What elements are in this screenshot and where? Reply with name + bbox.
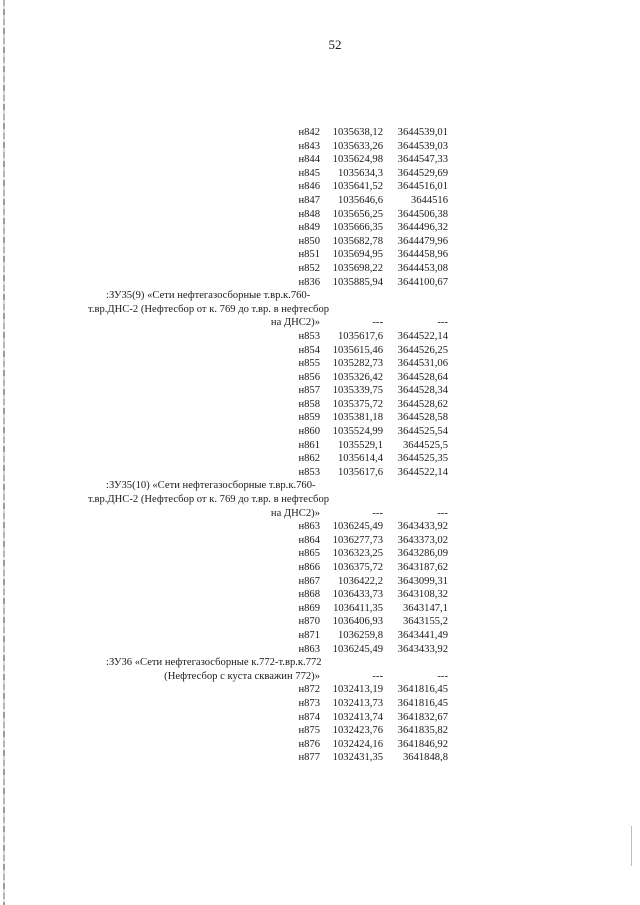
coordinate-row xyxy=(88,248,448,262)
y-coordinate: 3644100,67 xyxy=(397,276,448,288)
x-coordinate: 1036411,35 xyxy=(333,602,383,614)
y-coordinate: 3643373,02 xyxy=(397,534,448,546)
y-coordinate: 3644528,34 xyxy=(397,385,448,397)
y-coordinate: 3644525,5 xyxy=(402,439,448,451)
y-coordinate: 3641835,82 xyxy=(397,725,448,737)
y-coordinate: 3641848,8 xyxy=(402,752,448,764)
coordinate-row xyxy=(88,344,448,358)
y-coordinate: 3644453,08 xyxy=(397,262,448,274)
point-name: н872 xyxy=(298,684,320,696)
coordinate-row xyxy=(88,575,448,589)
point-name: н871 xyxy=(298,630,320,641)
rows-group-c xyxy=(88,520,448,656)
point-name: н856 xyxy=(298,371,320,383)
coordinate-row xyxy=(88,697,448,711)
coordinate-row xyxy=(88,371,448,385)
x-coordinate: 1036245,49 xyxy=(332,643,383,655)
point-name: н869 xyxy=(298,602,320,614)
section-y-dash: --- xyxy=(437,507,448,519)
x-coordinate: 1035694,95 xyxy=(332,249,383,261)
coordinate-row xyxy=(88,126,448,140)
coordinate-row xyxy=(88,140,448,154)
x-coordinate: 1036323,25 xyxy=(332,548,383,560)
point-name: н857 xyxy=(298,385,320,397)
y-coordinate: 3644528,64 xyxy=(397,371,448,383)
coordinate-row xyxy=(88,520,448,534)
section-heading-row xyxy=(88,656,448,683)
coordinate-row xyxy=(88,547,448,561)
y-coordinate: 3644539,03 xyxy=(397,140,448,152)
coordinate-row xyxy=(88,711,448,725)
coordinate-row xyxy=(88,208,448,222)
point-name: н863 xyxy=(298,643,320,655)
coordinate-row xyxy=(88,384,448,398)
x-coordinate: 1035524,99 xyxy=(332,426,383,438)
coordinate-row xyxy=(88,629,448,643)
point-name: н846 xyxy=(298,181,320,193)
y-coordinate: 3643433,92 xyxy=(397,521,448,533)
point-name: н836 xyxy=(298,276,320,288)
point-name: н862 xyxy=(298,453,320,465)
section-heading-line: :ЗУ35(9) «Сети нефтегазосборные т.вр.к.760- xyxy=(106,290,311,302)
point-name: н842 xyxy=(298,127,320,138)
coordinate-row xyxy=(88,180,448,194)
point-name: н867 xyxy=(298,575,320,587)
coordinate-row xyxy=(88,615,448,629)
x-coordinate: 1035617,6 xyxy=(337,330,383,342)
x-coordinate: 1036245,49 xyxy=(332,521,383,533)
x-coordinate: 1032413,73 xyxy=(332,697,383,709)
point-name: н844 xyxy=(298,154,320,166)
coordinate-row xyxy=(88,262,448,276)
x-coordinate: 1036406,93 xyxy=(332,616,383,628)
y-coordinate: 3643108,32 xyxy=(397,589,448,601)
scan-edge-right xyxy=(631,826,632,866)
point-name: н864 xyxy=(298,534,320,546)
x-coordinate: 1036375,72 xyxy=(332,562,383,574)
y-coordinate: 3644525,35 xyxy=(397,453,448,465)
section-heading-zu35-10 xyxy=(88,479,330,520)
x-coordinate: 1035656,25 xyxy=(332,208,383,220)
section-y-dash: --- xyxy=(437,317,448,329)
scan-edge-left xyxy=(3,0,5,905)
x-coordinate: 1035381,18 xyxy=(332,412,383,424)
x-coordinate: 1035615,46 xyxy=(332,344,383,356)
rows-group-b xyxy=(88,330,448,480)
section-heading-line: т.вр.ДНС-2 (Нефтесбор от к. 769 до т.вр. в нефтесбор xyxy=(88,494,330,506)
coordinate-row xyxy=(88,425,448,439)
y-coordinate: 3644479,96 xyxy=(397,235,448,247)
section-y-dash: --- xyxy=(437,670,448,682)
y-coordinate: 3644458,96 xyxy=(397,249,448,261)
x-coordinate: 1035698,22 xyxy=(332,262,383,274)
section-heading-row xyxy=(88,289,448,330)
point-name: н853 xyxy=(298,330,320,342)
point-name: н866 xyxy=(298,562,320,574)
x-coordinate: 1035633,26 xyxy=(332,140,383,152)
point-name: н873 xyxy=(298,697,320,709)
point-name: н849 xyxy=(298,222,320,234)
coordinate-row xyxy=(88,194,448,208)
section-x-dash: --- xyxy=(372,507,383,519)
x-coordinate: 1035885,94 xyxy=(332,276,383,288)
y-coordinate: 3644516,01 xyxy=(397,181,448,193)
y-coordinate: 3644506,38 xyxy=(397,208,448,220)
point-name: н855 xyxy=(298,358,320,370)
x-coordinate: 1036277,73 xyxy=(332,534,383,546)
x-coordinate: 1036422,2 xyxy=(337,575,383,587)
point-name: н860 xyxy=(298,426,320,438)
coordinate-row xyxy=(88,439,448,453)
section-heading-zu35-9 xyxy=(88,289,330,330)
section-heading-line: (Нефтесбор с куста скважин 772)» xyxy=(164,670,320,682)
point-name: н852 xyxy=(298,262,320,274)
y-coordinate: 3644496,32 xyxy=(397,222,448,234)
section-heading-row xyxy=(88,479,448,520)
y-coordinate: 3643099,31 xyxy=(397,575,448,587)
coordinate-row xyxy=(88,276,448,290)
point-name: н854 xyxy=(298,344,320,356)
x-coordinate: 1035638,12 xyxy=(332,127,383,138)
point-name: н850 xyxy=(298,235,320,247)
y-coordinate: 3643441,49 xyxy=(397,630,448,641)
x-coordinate: 1036433,73 xyxy=(332,589,383,601)
y-coordinate: 3643433,92 xyxy=(397,643,448,655)
x-coordinate: 1032413,19 xyxy=(332,684,383,696)
y-coordinate: 3641846,92 xyxy=(397,738,448,750)
y-coordinate: 3644522,14 xyxy=(397,330,448,342)
x-coordinate: 1035282,73 xyxy=(332,358,383,370)
point-name: н859 xyxy=(298,412,320,424)
point-name: н848 xyxy=(298,208,320,220)
y-coordinate: 3644547,33 xyxy=(397,154,448,166)
section-heading-line: на ДНС2)» xyxy=(270,317,320,329)
section-heading-line: на ДНС2)» xyxy=(270,507,320,519)
x-coordinate: 1035682,78 xyxy=(332,235,383,247)
coordinate-row xyxy=(88,724,448,738)
coordinate-row xyxy=(88,330,448,344)
coordinate-row xyxy=(88,357,448,371)
x-coordinate: 1035646,6 xyxy=(337,194,383,206)
x-coordinate: 1035529,1 xyxy=(337,439,383,451)
coordinate-row xyxy=(88,588,448,602)
y-coordinate: 3643187,62 xyxy=(397,562,448,574)
y-coordinate: 3643155,2 xyxy=(402,616,448,628)
rows-group-d xyxy=(88,683,448,765)
point-name: н851 xyxy=(298,249,320,261)
coordinates-table xyxy=(88,126,448,765)
coordinate-row xyxy=(88,235,448,249)
x-coordinate: 1035624,98 xyxy=(332,154,383,166)
page-number: 52 xyxy=(328,37,342,52)
coordinate-row xyxy=(88,452,448,466)
point-name: н861 xyxy=(298,439,320,451)
section-x-dash: --- xyxy=(372,317,383,329)
coordinate-row xyxy=(88,683,448,697)
y-coordinate: 3644529,69 xyxy=(397,167,448,179)
x-coordinate: 1035339,75 xyxy=(332,385,383,397)
x-coordinate: 1032423,76 xyxy=(332,725,383,737)
point-name: н845 xyxy=(298,167,320,179)
x-coordinate: 1036259,8 xyxy=(337,630,383,641)
coordinate-row xyxy=(88,751,448,765)
section-heading-line: :ЗУ35(10) «Сети нефтегазосборные т.вр.к.760- xyxy=(106,480,316,492)
coordinate-row xyxy=(88,398,448,412)
y-coordinate: 3644528,62 xyxy=(397,398,448,410)
point-name: н870 xyxy=(298,616,320,628)
x-coordinate: 1035634,3 xyxy=(337,167,383,179)
y-coordinate: 3641832,67 xyxy=(397,711,448,723)
y-coordinate: 3644528,58 xyxy=(397,412,448,424)
point-name: н863 xyxy=(298,521,320,533)
y-coordinate: 3644526,25 xyxy=(397,344,448,356)
point-name: н876 xyxy=(298,738,320,750)
y-coordinate: 3643286,09 xyxy=(397,548,448,560)
section-heading-line: :ЗУ36 «Сети нефтегазосборные к.772-т.вр.к.772 xyxy=(106,657,322,669)
x-coordinate: 1032413,74 xyxy=(332,711,383,723)
x-coordinate: 1032424,16 xyxy=(332,738,383,750)
x-coordinate: 1035641,52 xyxy=(332,181,383,193)
point-name: н843 xyxy=(298,140,320,152)
x-coordinate: 1035617,6 xyxy=(337,466,383,478)
coordinate-row xyxy=(88,411,448,425)
point-name: н847 xyxy=(298,194,320,206)
x-coordinate: 1035375,72 xyxy=(332,398,383,410)
section-heading-line: т.вр.ДНС-2 (Нефтесбор от к. 769 до т.вр. в нефтесбор xyxy=(88,303,330,315)
y-coordinate: 3644525,54 xyxy=(397,426,448,438)
point-name: н868 xyxy=(298,589,320,601)
coordinate-row xyxy=(88,561,448,575)
y-coordinate: 3644522,14 xyxy=(397,466,448,478)
y-coordinate: 3644516 xyxy=(410,194,448,206)
y-coordinate: 3643147,1 xyxy=(402,602,448,614)
coordinate-row xyxy=(88,602,448,616)
rows-group-a xyxy=(88,126,448,289)
point-name: н875 xyxy=(298,725,320,737)
section-x-dash: --- xyxy=(372,670,383,682)
point-name: н853 xyxy=(298,466,320,478)
point-name: н865 xyxy=(298,548,320,560)
y-coordinate: 3641816,45 xyxy=(397,684,448,696)
y-coordinate: 3641816,45 xyxy=(397,697,448,709)
y-coordinate: 3644539,01 xyxy=(397,127,448,138)
x-coordinate: 1035614,4 xyxy=(337,453,383,465)
point-name: н874 xyxy=(298,711,320,723)
y-coordinate: 3644531,06 xyxy=(397,358,448,370)
point-name: н877 xyxy=(298,752,320,764)
coordinate-row xyxy=(88,221,448,235)
x-coordinate: 1032431,35 xyxy=(332,752,383,764)
x-coordinate: 1035666,35 xyxy=(332,222,383,234)
coordinate-row xyxy=(88,534,448,548)
coordinate-row xyxy=(88,466,448,480)
x-coordinate: 1035326,42 xyxy=(332,371,383,383)
point-name: н858 xyxy=(298,398,320,410)
section-heading-zu36 xyxy=(88,656,320,683)
coordinate-row xyxy=(88,153,448,167)
coordinate-row xyxy=(88,643,448,657)
coordinate-row xyxy=(88,167,448,181)
coordinate-row xyxy=(88,738,448,752)
